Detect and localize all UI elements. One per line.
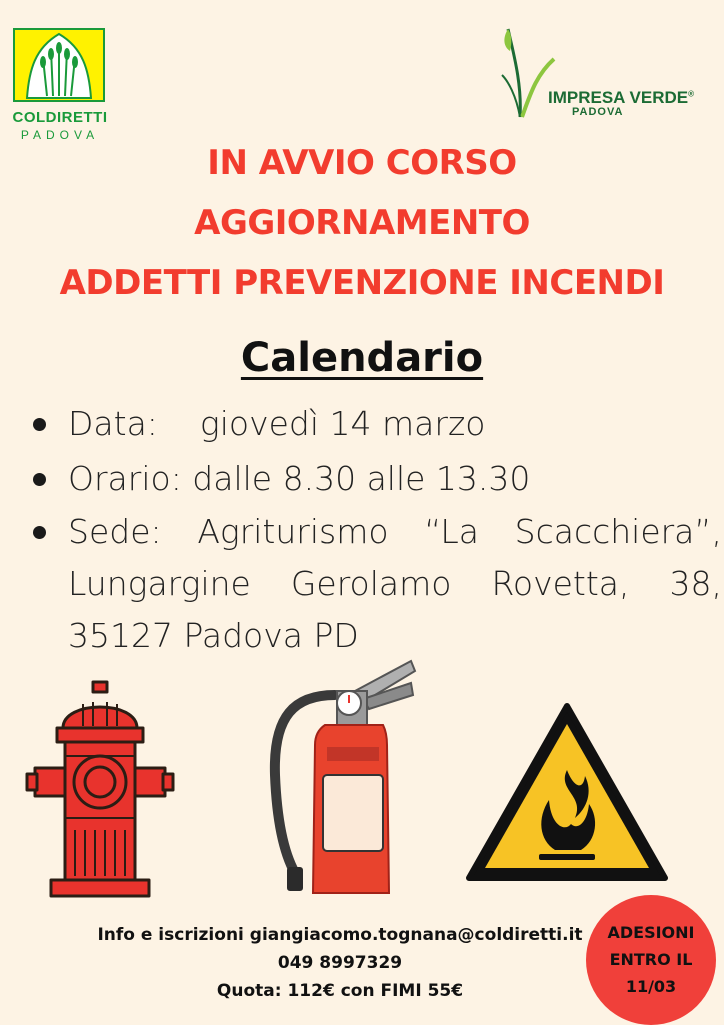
coldiretti-logo [10, 25, 110, 150]
title-line-3: ADDETTI PREVENZIONE INCENDI [59, 263, 665, 303]
contact-info: Info e iscrizioni giangiacomo.tognana@coldiretti.it [97, 925, 583, 945]
impresa-verde-name: IMPRESA VERDE® [548, 88, 695, 107]
venue-line-2: Lungargine Gerolamo Rovetta, 38, [68, 564, 722, 603]
title-line-2: AGGIORNAMENTO [194, 203, 530, 243]
coldiretti-emblem [13, 28, 105, 102]
fire-hydrant-icon [25, 680, 175, 900]
deadline-line-1: ADESIONI [607, 923, 695, 942]
course-fee: Quota: 112€ con FIMI 55€ [216, 981, 464, 1001]
impresa-verde-city: PADOVA [572, 106, 624, 118]
date-line [68, 398, 485, 450]
phone-number: 049 8997329 [277, 953, 403, 973]
time-line: Orario: dalle 8.30 alle 13.30 [68, 459, 531, 498]
title-line-1: IN AVVIO CORSO [207, 143, 517, 183]
coldiretti-name: COLDIRETTI [12, 109, 108, 126]
venue-line-3: 35127 Padova PD [68, 616, 359, 655]
deadline-line-3: 11/03 [625, 977, 677, 996]
calendar-heading: Calendario [240, 335, 484, 381]
deadline-line-2: ENTRO IL [609, 950, 693, 969]
flammable-warning-icon [465, 700, 670, 885]
venue-block [68, 506, 722, 662]
bullet-icon [33, 526, 46, 539]
impresa-verde-logo [500, 25, 720, 120]
coldiretti-city: PADOVA [20, 128, 100, 142]
deadline-badge [586, 895, 716, 1025]
date-value: giovedì 14 marzo [199, 404, 486, 443]
date-label: Data: [68, 404, 158, 443]
fire-extinguisher-icon [265, 655, 425, 900]
bullet-icon [33, 418, 46, 431]
venue-line-1: Sede: Agriturismo “La Scacchiera”, [68, 512, 722, 551]
bullet-icon [33, 473, 46, 486]
